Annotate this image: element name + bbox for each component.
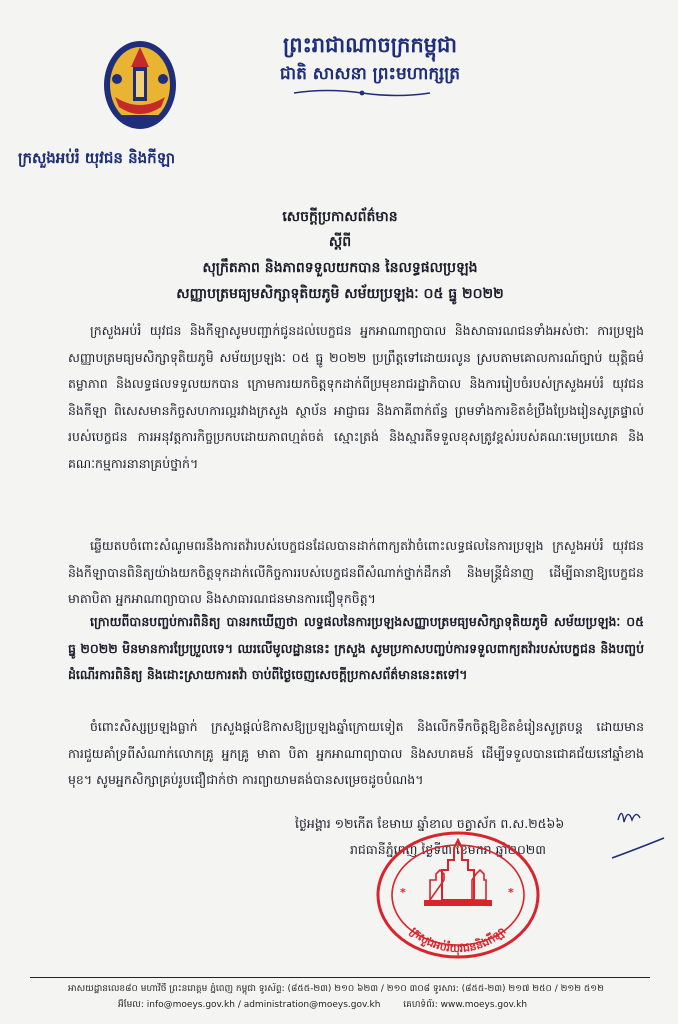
title-subject: សុក្រឹតភាព និងភាពទទួលយកបាន នៃលទ្ធផលប្រឡង — [202, 260, 478, 276]
title-about: ស្ដីពី — [328, 234, 352, 250]
lunar-date: ថ្ងៃអង្គារ ១២កើត ខែមាឃ ឆ្នាំខាល ចត្វាស័ក ព.ស.២៥៦៦ — [295, 816, 565, 831]
email-address[interactable]: info@moeys.gov.kh / administration@moeys.gov.kh — [146, 1000, 381, 1010]
kingdom-title: ព្រះរាជាណាចក្រកម្ពុជា — [282, 33, 457, 57]
paragraph-3: ក្រោយពីបានបញ្ចប់ការពិនិត្យ បានរកឃើញថា លទ្ធផលនៃការប្រឡងសញ្ញាបត្រមធ្យមសិក្សាទុតិយភូមិ សម័យប្រឡងៈ ០៥ ធ្នូ ២០២២ មិនមានការប្រែប្រួលទេ។ ឈរលើមូលដ្ឋាននេះ ក្រសួង សូមប្រកាសបញ្ចប់ការទទួលពាក្យតវ៉ារបស់បេក្ខជន និងបញ្ចប់ដំណើរការពិនិត្យ និងដោះស្រាយការតវ៉ា ចាប់ពីថ្ងៃចេញសេចក្ដីប្រកាសព័ត៌មាននេះតទៅ។ — [68, 614, 644, 682]
svg-text:*: * — [400, 886, 406, 899]
title-exam: សញ្ញាបត្រមធ្យមសិក្សាទុតិយភូមិ សម័យប្រឡងៈ ០៥ ធ្នូ ២០២២ — [176, 286, 504, 302]
motto-ornament-icon — [292, 88, 432, 98]
website-link[interactable]: www.moeys.gov.kh — [440, 1000, 528, 1010]
footer-divider — [30, 977, 650, 978]
email-label: អ៊ីមែល: — [118, 1000, 144, 1010]
ministry-name: ក្រសួងអប់រំ យុវជន និងកីឡា — [18, 149, 176, 167]
ministry-emblem-icon — [97, 35, 183, 135]
footer-address: អាសយដ្ឋានលេខ៨០ មហាវិថី ព្រះនរោត្ដម ភ្នំពេញ កម្ពុជា ទូរស័ព្ទ: (៨៥៥-២៣) ២១០ ៦២៣ / ២១០ ៣០៨ ទូរសារ: (៨៥៥-២៣) ២១៧ ២៥០ / ២១២ ៥១២ — [68, 984, 604, 994]
official-seal-icon — [374, 830, 542, 960]
signature-icon — [598, 800, 668, 870]
document-type-title: សេចក្ដីប្រកាសព័ត៌មាន — [282, 209, 398, 225]
svg-text:*: * — [508, 886, 514, 899]
national-motto: ជាតិ សាសនា ព្រះមហាក្សត្រ — [279, 64, 461, 84]
website-label: គេហទំព័រ: — [403, 1000, 438, 1010]
paragraph-1: ក្រសួងអប់រំ យុវជន និងកីឡាសូមបញ្ជាក់ជូនដល់បេក្ខជន អ្នកអាណាព្យាបាល និងសាធារណជនទាំងអស់ថាៈ ការប្រឡងសញ្ញាបត្រមធ្យមសិក្សាទុតិយភូមិ សម័យប្រឡងៈ ០៥ ធ្នូ ២០២២ ប្រព្រឹត្តទៅដោយរលូន ស្របតាមគោលការណ៍ច្បាប់ យុត្តិធម៌ តម្លាភាព និងលទ្ធផលទទួលយកបាន ក្រោមការយកចិត្តទុកដាក់ពីប្រមុខរាជរដ្ឋាភិបាល និងការរៀបចំរបស់ក្រសួងអប់រំ យុវជន និងកីឡា ពិសេសមានកិច្ចសហការល្អរវាងក្រសួង ស្ថាប័ន អាជ្ញាធរ និងភាគីពាក់ព័ន្ធ ព្រមទាំងការខិតខំប្រឹងប្រែងរៀនសូត្រផ្ទាល់របស់បេក្ខជន ការអនុវត្តការកិច្ចប្រកបដោយភាពហ្មត់ចត់ ស្មោះត្រង់ និងស្មារតីទទួលខុសត្រូវខ្ពស់របស់គណៈមេប្រយោគ និងគណៈកម្មការនានាគ្រប់ថ្នាក់។ — [68, 323, 644, 471]
paragraph-4: ចំពោះសិស្សប្រឡងធ្លាក់ ក្រសួងផ្ដល់ឱកាសឱ្យប្រឡងឆ្នាំក្រោយទៀត និងលើកទឹកចិត្តឱ្យខិតខំរៀនសូត្របន្ត ដោយមានការជួយគាំទ្រពីសំណាក់លោកគ្រូ អ្នកគ្រូ មាតា បិតា អ្នកអាណាព្យាបាល និងសហគមន៍ ដើម្បីទទួលបានជោគជ័យនៅឆ្នាំខាងមុខ។ សូមអ្នកសិក្សាគ្រប់រូបជឿជាក់ថា ការព្យាយាមគង់បានសម្រេចដូចបំណង។ — [68, 719, 644, 787]
seal-text: ក្រសួងអប់រំយុវជននិងកីឡា — [407, 924, 509, 956]
solar-date: រាជធានីភ្នំពេញ ថ្ងៃទី៣ ខែមករា ឆ្នាំ២០២៣ — [350, 842, 546, 857]
paragraph-2: ឆ្លើយតបចំពោះសំណូមពរនឹងការតវ៉ារបស់បេក្ខជនដែលបានដាក់ពាក្យតវ៉ាចំពោះលទ្ធផលនៃការប្រឡង ក្រសួងអប់រំ យុវជន និងកីឡាបានពិនិត្យយ៉ាងយកចិត្តទុកដាក់លើកិច្ចការរបស់បេក្ខជនពីសំណាក់ថ្នាក់ដឹកនាំ និងមន្ត្រីជំនាញ ដើម្បីធានាឱ្យបេក្ខជន មាតាបិតា អ្នកអាណាព្យាបាល និងសាធារណជនមានការជឿទុកចិត្ត។ — [68, 538, 644, 606]
footer-contacts — [118, 999, 638, 1011]
